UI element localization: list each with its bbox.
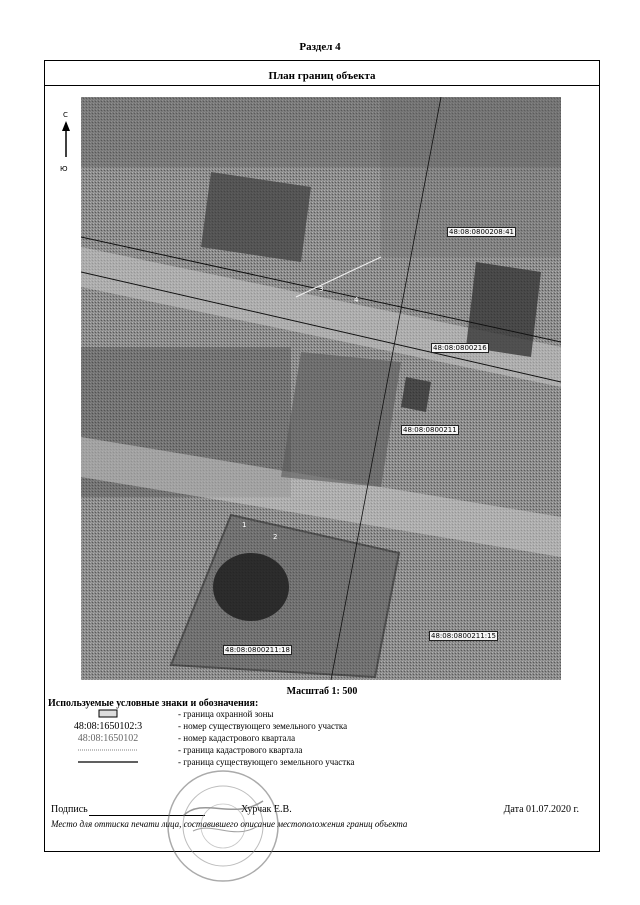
seal-stamp <box>163 761 283 891</box>
signature-row <box>51 804 591 818</box>
stamp-note: Место для оттиска печати лица, составившего описание местоположения границ объекта <box>51 819 408 829</box>
parcel-label: 48:08:0800211:18 <box>225 646 290 654</box>
signature-date: Дата 01.07.2020 г. <box>503 804 579 815</box>
point-label: 1 <box>242 521 247 529</box>
section-title: Раздел 4 <box>299 41 341 53</box>
parcel-label: 48:08:0800211:15 <box>431 632 496 640</box>
north-arrow-icon <box>57 109 75 179</box>
legend-symbol-quarter-boundary <box>48 745 168 756</box>
legend-item: 48:08:1650102:3 - номер существующего земельного участка <box>48 721 588 733</box>
legend-item: - граница охранной зоны <box>48 709 588 721</box>
legend-symbol-quarter-number: 48:08:1650102 <box>77 733 139 744</box>
north-arrow <box>57 109 75 179</box>
legend-item: - граница кадастрового квартала <box>48 745 588 757</box>
parcel-label: 48:08:0800208:41 <box>449 228 514 236</box>
parcel-label: 48:08:0800216 <box>433 344 487 352</box>
legend-symbol-parcel-boundary <box>48 757 168 768</box>
point-label: 3 <box>319 285 324 293</box>
map-scale: Масштаб 1: 500 <box>286 686 358 697</box>
aerial-map <box>81 97 561 680</box>
legend-item: 48:08:1650102 - номер кадастрового квартала <box>48 733 588 745</box>
document-frame <box>44 60 600 852</box>
legend-symbol-parcel-number: 48:08:1650102:3 <box>73 721 143 732</box>
south-label: Ю <box>60 165 68 173</box>
point-label: 2 <box>273 533 278 541</box>
point-label: 4 <box>354 296 359 304</box>
signature-label: Подпись <box>51 804 88 815</box>
legend-item: - граница существующего земельного участка <box>48 757 588 769</box>
plan-title: План границ объекта <box>45 67 599 86</box>
north-label: С <box>63 111 68 119</box>
legend-symbol-protection-zone <box>48 709 168 720</box>
parcel-label: 48:08:0800211 <box>403 426 457 434</box>
legend-title: Используемые условные знаки и обозначения: <box>48 698 259 709</box>
aerial-image <box>81 97 561 680</box>
signatory-name: Хурчак Е.В. <box>241 804 292 815</box>
seal-icon <box>163 761 283 891</box>
